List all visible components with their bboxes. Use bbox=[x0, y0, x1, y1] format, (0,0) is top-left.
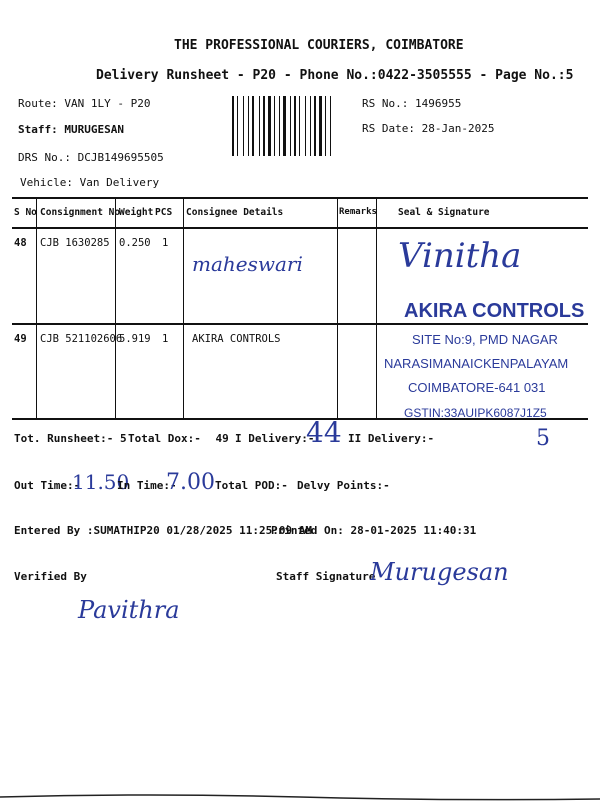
route-line bbox=[18, 97, 150, 110]
barcode-bar bbox=[332, 96, 334, 156]
col-header-consignee: Consignee Details bbox=[186, 207, 284, 218]
barcode-bar bbox=[330, 96, 331, 156]
entered-by: Entered By :SUMATHIP20 01/28/2025 11:25:09 AM bbox=[14, 524, 313, 537]
total-runsheet-value: 5 bbox=[119, 432, 127, 445]
barcode-bar bbox=[239, 96, 242, 156]
col-header-pcs: PCS bbox=[155, 207, 173, 218]
barcode-bar bbox=[319, 96, 322, 156]
barcode-bar bbox=[252, 96, 254, 156]
barcode-bar bbox=[314, 96, 316, 156]
barcode-bar bbox=[292, 96, 293, 156]
col-header-remarks: Remarks bbox=[339, 207, 377, 217]
total-dox-value: 49 bbox=[215, 432, 229, 445]
row-48-handwritten-name: maheswari bbox=[192, 252, 303, 276]
barcode-bar bbox=[312, 96, 313, 156]
barcode-bar bbox=[255, 96, 258, 156]
printed-on: Printed On: 28-01-2025 11:40:31 bbox=[271, 524, 477, 537]
col-divider bbox=[36, 197, 37, 418]
in-time-label: In Time:- bbox=[117, 479, 177, 492]
scan-edge-line bbox=[0, 791, 600, 803]
barcode-bar bbox=[327, 96, 329, 156]
col-header-consignment: Consignment No bbox=[40, 207, 121, 218]
barcode-bar bbox=[307, 96, 309, 156]
barcode-bar bbox=[261, 96, 262, 156]
verified-signature: Pavithra bbox=[78, 596, 180, 624]
total-runsheet bbox=[14, 432, 127, 445]
row-48-sno: 48 bbox=[14, 237, 27, 249]
i-delivery-label: I Delivery:- bbox=[235, 432, 315, 445]
stamp-line-4: GSTIN:33AUIPK6087J1Z5 bbox=[404, 406, 547, 420]
barcode-bar bbox=[237, 96, 238, 156]
barcode-bar bbox=[279, 96, 280, 156]
total-pod-label: Total POD:- bbox=[215, 479, 288, 492]
stamp-line-1: SITE No:9, PMD NAGAR bbox=[412, 332, 558, 347]
verified-by-label: Verified By bbox=[14, 570, 87, 583]
barcode-bar bbox=[245, 96, 247, 156]
barcode-bar bbox=[317, 96, 318, 156]
vehicle-label: Vehicle: bbox=[20, 176, 73, 189]
barcode-bar bbox=[287, 96, 289, 156]
barcode-bar bbox=[323, 96, 324, 156]
row-48-consignment: CJB 1630285 bbox=[40, 237, 110, 249]
out-time-value: 11.50 bbox=[72, 470, 130, 494]
barcode-bar bbox=[301, 96, 304, 156]
barcode-bar bbox=[297, 96, 298, 156]
vehicle-line bbox=[20, 176, 159, 189]
col-divider bbox=[115, 197, 116, 418]
drs-value: DCJB149695505 bbox=[77, 151, 164, 164]
barcode-bar bbox=[232, 96, 234, 156]
table-row-divider bbox=[12, 323, 588, 325]
barcode-bar bbox=[299, 96, 300, 156]
rs-date-label: RS Date: bbox=[362, 122, 415, 135]
table-top-border bbox=[12, 197, 588, 199]
table-header-border bbox=[12, 227, 588, 229]
barcode-bar bbox=[250, 96, 251, 156]
col-header-weight: Weight bbox=[119, 207, 154, 218]
barcode-bar bbox=[283, 96, 286, 156]
barcode-bar bbox=[274, 96, 275, 156]
barcode-bar bbox=[325, 96, 326, 156]
vehicle-value: Van Delivery bbox=[79, 176, 160, 189]
barcode-bar bbox=[310, 96, 311, 156]
rs-date-value: 28-Jan-2025 bbox=[421, 122, 495, 135]
total-dox-label: Total Dox:- bbox=[128, 432, 201, 445]
row-49-consignee: AKIRA CONTROLS bbox=[192, 333, 281, 345]
staff-value: MURUGESAN bbox=[64, 123, 124, 136]
runsheet-subtitle: Delivery Runsheet - P20 - Phone No.:0422-3505555 - Page No.:5 bbox=[96, 68, 574, 83]
staff-line bbox=[18, 123, 124, 136]
row-48-weight: 0.250 bbox=[119, 237, 151, 249]
stamp-company: AKIRA CONTROLS bbox=[404, 300, 585, 322]
stamp-line-3: COIMBATORE-641 031 bbox=[408, 380, 546, 395]
barcode-bar bbox=[263, 96, 265, 156]
col-header-seal: Seal & Signature bbox=[398, 207, 490, 218]
rs-no-line bbox=[362, 97, 461, 110]
delivery-points-label: Delvy Points:- bbox=[297, 479, 390, 492]
barcode-bar bbox=[259, 96, 260, 156]
barcode-bar bbox=[305, 96, 306, 156]
barcode-bar bbox=[235, 96, 236, 156]
col-header-sno: S No bbox=[14, 207, 37, 218]
i-delivery-value: 44 bbox=[306, 416, 342, 449]
barcode-bar bbox=[248, 96, 249, 156]
staff-label: Staff: bbox=[18, 123, 58, 136]
col-divider bbox=[376, 197, 377, 418]
rs-no-label: RS No.: bbox=[362, 97, 409, 110]
barcode bbox=[232, 96, 352, 156]
ii-delivery-value: 5 bbox=[536, 426, 550, 451]
out-time-label: Out Time:- bbox=[14, 479, 81, 492]
barcode-bar bbox=[290, 96, 291, 156]
staff-signature-label: Staff Signature bbox=[276, 570, 376, 583]
total-dox bbox=[128, 432, 229, 445]
seal-signature: Vinitha bbox=[398, 236, 522, 276]
barcode-bar bbox=[281, 96, 282, 156]
barcode-bar bbox=[243, 96, 244, 156]
drs-line bbox=[18, 151, 164, 164]
total-runsheet-label: Tot. Runsheet:- bbox=[14, 432, 114, 445]
barcode-bar bbox=[294, 96, 296, 156]
barcode-bar bbox=[268, 96, 271, 156]
stamp-line-2: NARASIMANAICKENPALAYAM bbox=[384, 356, 569, 371]
route-value: VAN 1LY - P20 bbox=[64, 97, 151, 110]
staff-signature: Murugesan bbox=[370, 558, 509, 586]
scan-edge bbox=[0, 788, 600, 800]
in-time-value: 7.00 bbox=[166, 470, 215, 495]
company-title: THE PROFESSIONAL COURIERS, COIMBATORE bbox=[174, 38, 464, 53]
col-divider bbox=[337, 197, 338, 418]
row-49-pcs: 1 bbox=[162, 333, 169, 345]
barcode-bar bbox=[272, 96, 273, 156]
row-49-weight: 5.919 bbox=[119, 333, 151, 345]
route-label: Route: bbox=[18, 97, 58, 110]
col-divider bbox=[183, 197, 184, 418]
row-49-consignment: CJB 521102606 bbox=[40, 333, 123, 345]
ii-delivery-label: II Delivery:- bbox=[348, 432, 435, 445]
rs-no-value: 1496955 bbox=[414, 97, 462, 110]
row-49-sno: 49 bbox=[14, 333, 27, 345]
rs-date-line bbox=[362, 122, 494, 135]
barcode-bar bbox=[276, 96, 278, 156]
barcode-bar bbox=[266, 96, 267, 156]
row-48-pcs: 1 bbox=[162, 237, 169, 249]
drs-label: DRS No.: bbox=[18, 151, 71, 164]
